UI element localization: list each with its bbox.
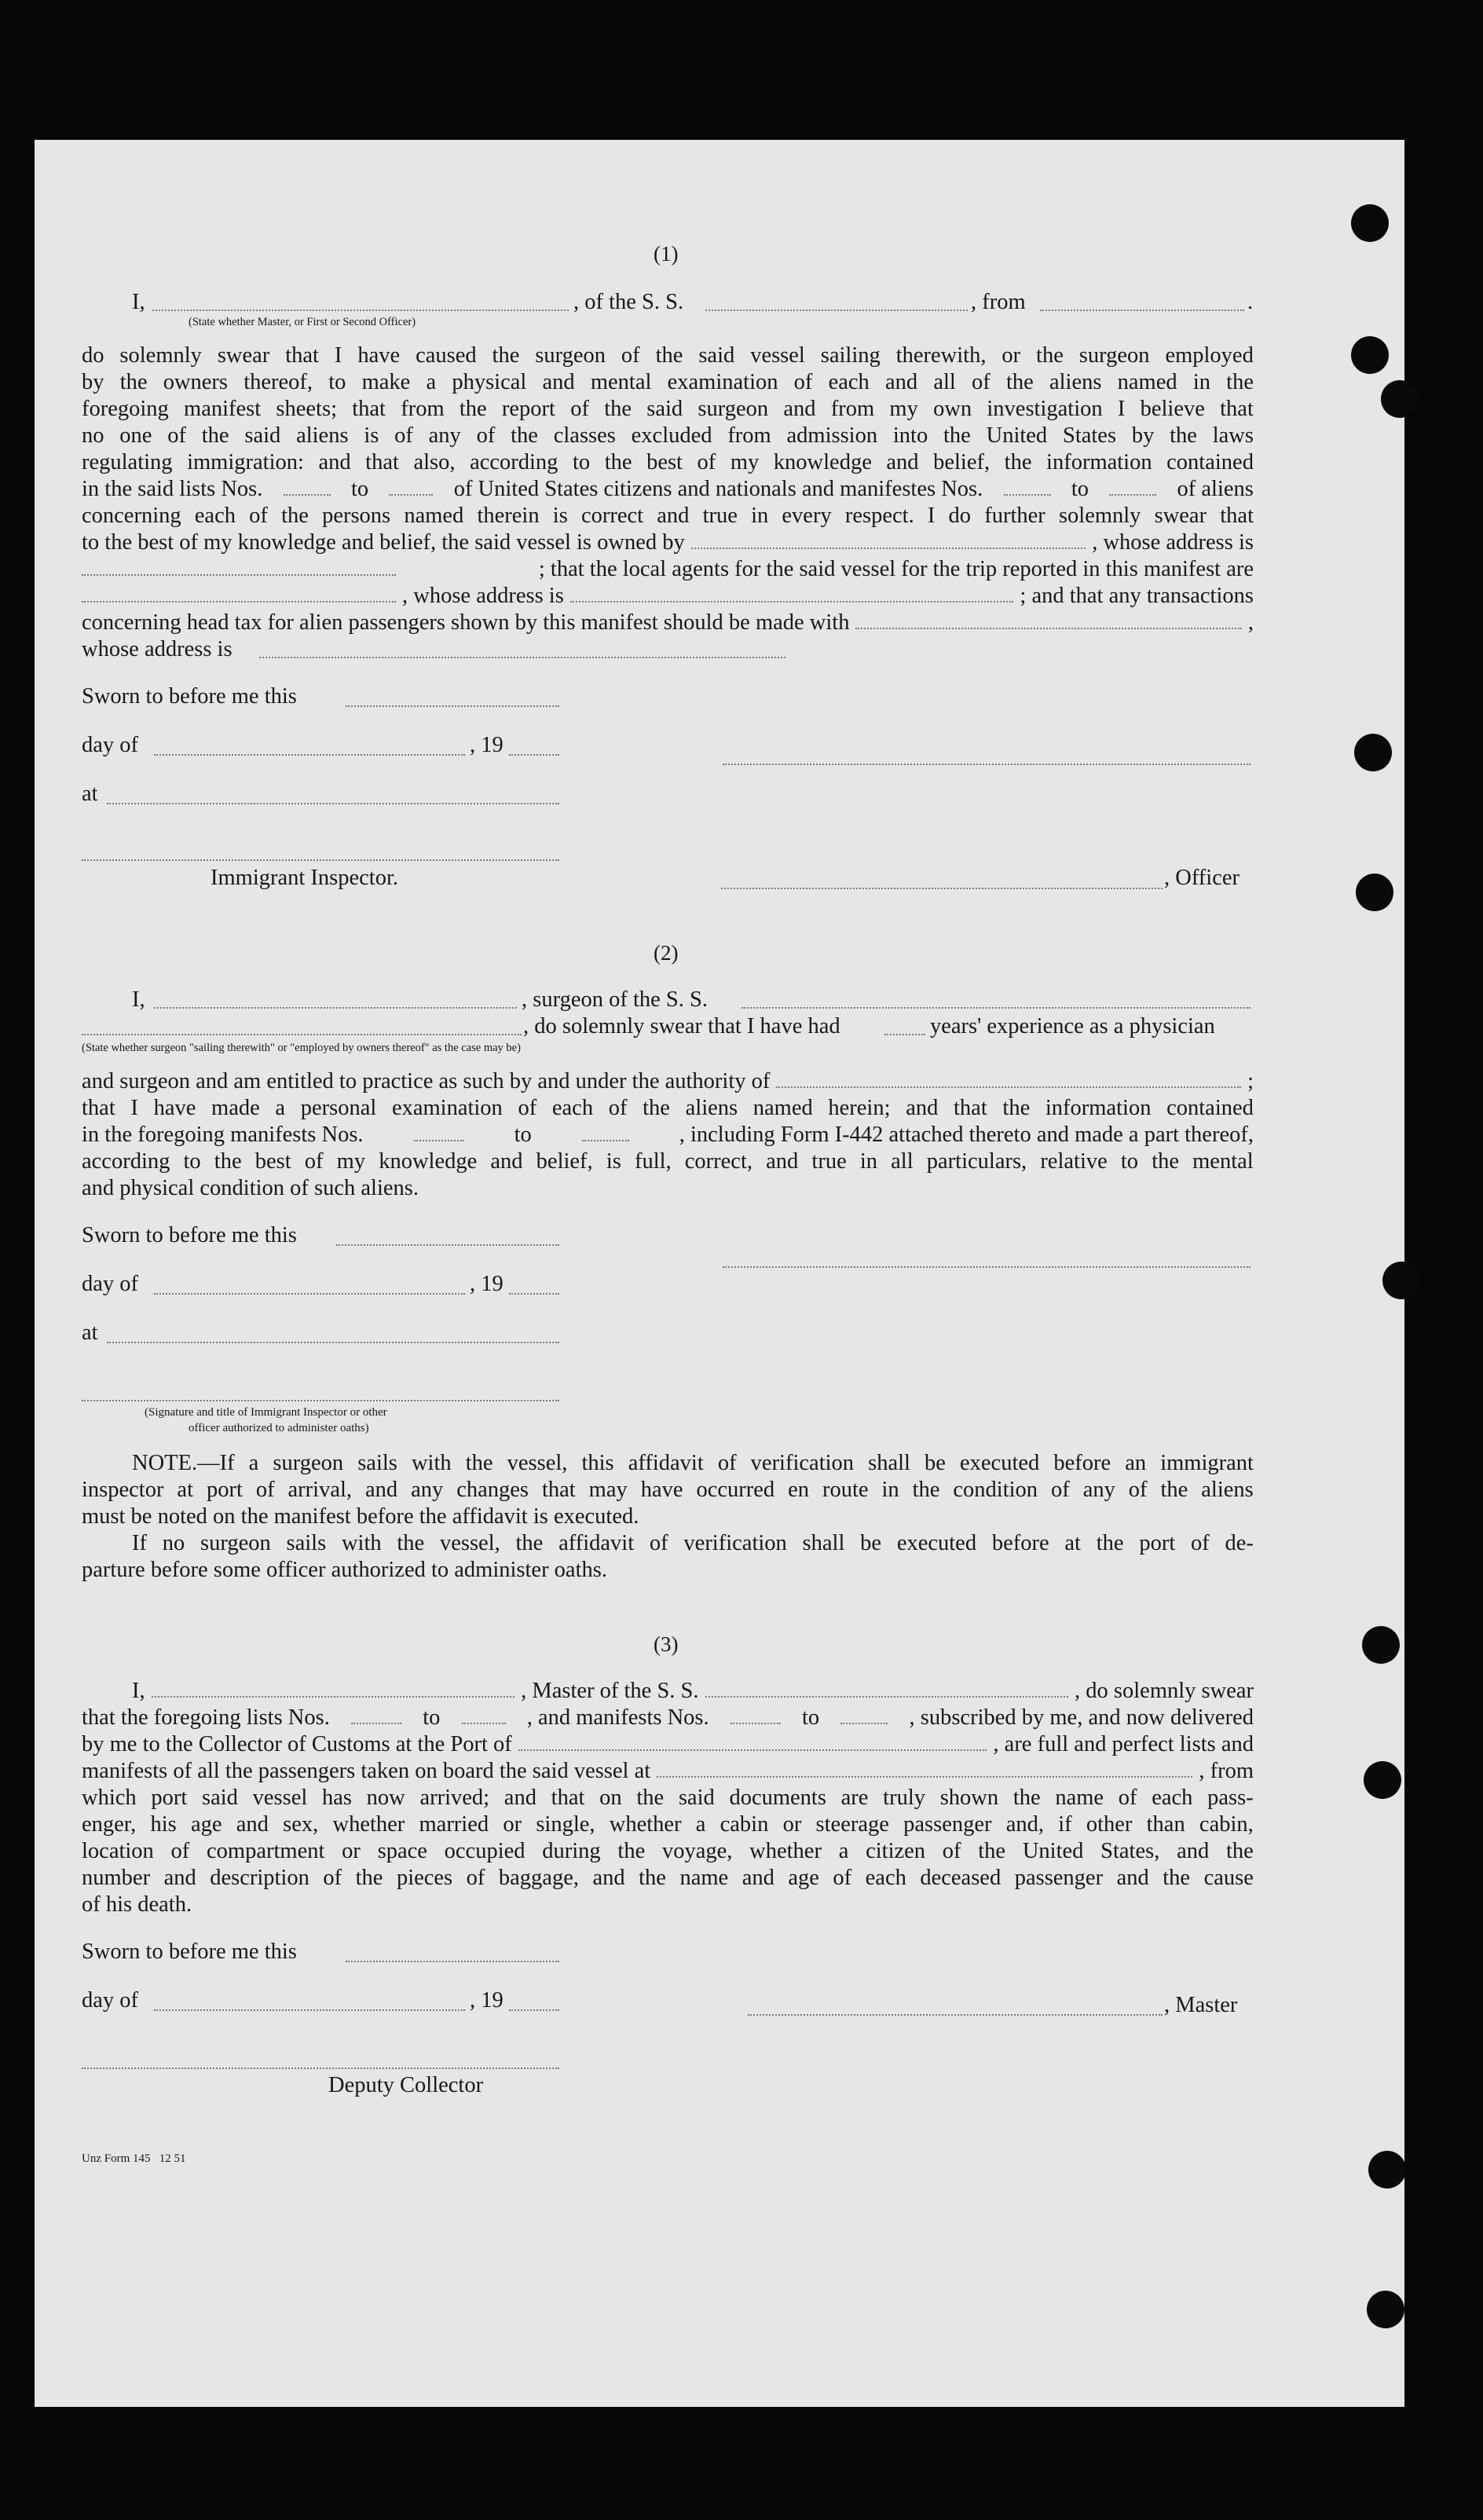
s1-officer-note: (State whether Master, or First or Second Officer): [189, 316, 416, 328]
s1-of-ss: , of the S. S.: [573, 290, 684, 314]
s1-officer-field[interactable]: [152, 310, 569, 311]
s2-sig-note-2: officer authorized to administer oaths): [189, 1422, 369, 1434]
s2-years: years' experience as a physician: [930, 1014, 1215, 1038]
s1-line-1: do solemnly swear that I have caused the surgeon of the said vessel sailing therewith, or the surgeon employed: [82, 343, 1254, 368]
s3-line-5: which port said vessel has now arrived; and that on the said documents are truly shown the name of each pass-: [82, 1786, 1254, 1810]
s3-deputy-label: Deputy Collector: [328, 2073, 484, 2097]
s1-from: , from: [971, 290, 1026, 314]
s3-line-6: enger, his age and sex, whether married or single, whether a cabin or steerage passenger and, if other than cabin,: [82, 1812, 1254, 1837]
s1-owner-field[interactable]: [691, 530, 1086, 549]
s1-at: at: [82, 782, 98, 806]
s1-line-5: regulating immigration: and that also, according to the best of my knowledge and belief, the information contained: [82, 450, 1254, 474]
punch-hole: [1368, 2151, 1406, 2189]
s3-line-last: of his death.: [82, 1892, 192, 1917]
punch-hole: [1351, 336, 1389, 374]
s2-swear: , do solemnly swear that I have had: [523, 1014, 840, 1038]
s2-line-4: that I have made a personal examination of each of the aliens named herein; and that the information contained: [82, 1096, 1254, 1120]
note-line-5: parture before some officer authorized to administer oaths.: [82, 1558, 607, 1582]
s1-agents-address-field[interactable]: [570, 584, 1014, 603]
s3-year: , 19: [470, 1988, 503, 2013]
s1-line-headtax: concerning head tax for alien passengers shown by this manifest should be made with ,: [82, 610, 1254, 635]
punch-hole: [1382, 1262, 1420, 1299]
s1-day-of: day of: [82, 733, 139, 757]
s1-line-2: by the owners thereof, to make a physical and mental examination of each and all of the aliens named in the: [82, 370, 1254, 394]
punch-hole: [1364, 1761, 1401, 1799]
s2-surgeon-type-field[interactable]: [82, 1034, 522, 1035]
s3-month-field[interactable]: [154, 2009, 465, 2011]
s3-port-field[interactable]: [518, 1732, 987, 1751]
s1-sworn-day-field[interactable]: [346, 705, 559, 707]
s1-manifest-from-field[interactable]: [1004, 477, 1051, 496]
s1-i: I,: [132, 290, 145, 314]
s3-deputy-signature-field[interactable]: [82, 2068, 559, 2069]
s3-day-of: day of: [82, 1988, 139, 2013]
s2-line-5: in the foregoing manifests Nos. to , including Form I-442 attached thereto and made a part thereof,: [82, 1123, 1254, 1147]
s2-manifest-to-field[interactable]: [582, 1123, 629, 1141]
s2-inspector-signature-field[interactable]: [82, 1400, 559, 1401]
punch-hole: [1351, 204, 1389, 242]
s1-month-field[interactable]: [154, 754, 465, 756]
s3-line-4: manifests of all the passengers taken on board the said vessel at , from: [82, 1759, 1254, 1783]
section-3-number: (3): [654, 1632, 679, 1656]
s1-list-from-field[interactable]: [284, 477, 331, 496]
s2-surgeon-note: (State whether surgeon "sailing therewith" or "employed by owners thereof" as the case may be): [82, 1042, 521, 1054]
s3-year-field[interactable]: [509, 2009, 559, 2011]
s2-authority-field[interactable]: [776, 1069, 1241, 1088]
s3-manifest-from-field[interactable]: [731, 1705, 781, 1724]
s1-line-nos: in the said lists Nos. to of United States citizens and nationals and manifestes Nos. to of aliens: [82, 477, 1254, 501]
s3-line-2: that the foregoing lists Nos. to , and manifests Nos. to , subscribed by me, and now delivered: [82, 1705, 1254, 1730]
s1-owner-address-field[interactable]: [82, 557, 396, 576]
s1-officer-label: , Officer: [1164, 866, 1240, 890]
s1-line-concerning: concerning each of the persons named therein is correct and true in every respect. I do further solemnly swear that: [82, 504, 1254, 528]
s1-manifest-to-field[interactable]: [1109, 477, 1156, 496]
s1-end-dot: .: [1247, 290, 1254, 314]
s3-vessel-field[interactable]: [705, 1679, 1069, 1698]
s1-agents-field[interactable]: [82, 584, 396, 603]
s2-day-of: day of: [82, 1272, 139, 1296]
s3-manifest-to-field[interactable]: [840, 1705, 888, 1724]
s3-master-name-field[interactable]: [152, 1679, 515, 1698]
s1-line-last: whose address is: [82, 637, 233, 661]
s1-year: , 19: [470, 733, 503, 757]
note-line-4: If no surgeon sails with the vessel, the affidavit of verification shall be executed before at the port of de-: [132, 1531, 1254, 1555]
s2-at: at: [82, 1320, 98, 1345]
punch-hole: [1356, 874, 1393, 911]
form-id: Unz Form 145 12 51: [82, 2152, 186, 2165]
s2-sig-note-1: (Signature and title of Immigrant Inspector or other: [145, 1406, 387, 1419]
punch-hole: [1381, 380, 1419, 418]
s2-manifest-from-field[interactable]: [414, 1123, 464, 1141]
s1-inspector-label: Immigrant Inspector.: [211, 866, 399, 890]
s1-sworn: Sworn to before me this: [82, 684, 297, 709]
s1-at-field[interactable]: [107, 803, 559, 804]
s1-line-whose: , whose address is ; and that any transactions: [82, 583, 1254, 610]
s3-sworn: Sworn to before me this: [82, 1939, 297, 1964]
s2-surgeon-of-ss: , surgeon of the S. S.: [522, 987, 708, 1012]
punch-hole: [1367, 2291, 1404, 2328]
s2-year-field[interactable]: [509, 1293, 559, 1295]
s1-list-to-field[interactable]: [389, 477, 433, 496]
s1-line-agents: ; that the local agents for the said vessel for the trip reported in this manifest are: [82, 556, 1254, 583]
s1-line-owned: to the best of my knowledge and belief, the said vessel is owned by , whose address is: [82, 530, 1254, 555]
s3-line-3: by me to the Collector of Customs at the Port of , are full and perfect lists and: [82, 1732, 1254, 1756]
s2-vessel-field[interactable]: [742, 1007, 1250, 1009]
punch-hole: [1362, 1626, 1400, 1664]
s1-officer-name-field[interactable]: [721, 888, 1163, 889]
note-line-2: inspector at port of arrival, and any changes that may have occurred en route in the condition of any of the aliens: [82, 1478, 1254, 1502]
s2-year: , 19: [470, 1272, 503, 1296]
s2-surgeon-name-field[interactable]: [154, 1007, 517, 1009]
s1-vessel-field[interactable]: [705, 310, 968, 311]
s2-line-6: according to the best of my knowledge and belief, is full, correct, and true in all particulars, relative to the mental: [82, 1149, 1254, 1174]
s2-line-7: and physical condition of such aliens.: [82, 1176, 419, 1200]
s3-line-1: I, , Master of the S. S. , do solemnly swear: [132, 1679, 1254, 1703]
s2-years-field[interactable]: [884, 1034, 925, 1035]
s2-month-field[interactable]: [154, 1293, 465, 1295]
s2-at-field[interactable]: [107, 1342, 559, 1343]
s1-line-3: foregoing manifest sheets; that from the report of the said surgeon and from my own investigation I believe that: [82, 397, 1254, 421]
s3-line-8: number and description of the pieces of baggage, and the name and age of each deceased passenger and the cause: [82, 1866, 1254, 1890]
s3-line-7: location of compartment or space occupied during the voyage, whether a citizen of the United States, and the: [82, 1839, 1254, 1863]
s2-sworn: Sworn to before me this: [82, 1223, 297, 1247]
s3-list-to-field[interactable]: [462, 1705, 506, 1724]
s3-boarded-at-field[interactable]: [657, 1759, 1192, 1778]
s1-inspector-signature-field[interactable]: [82, 859, 559, 861]
s2-sworn-day-field[interactable]: [336, 1244, 559, 1246]
punch-hole: [1354, 734, 1392, 771]
s3-master-signature-field[interactable]: [748, 2014, 1163, 2016]
s3-list-from-field[interactable]: [351, 1705, 401, 1724]
s1-headtax-field[interactable]: [855, 610, 1241, 629]
s1-line-4: no one of the said aliens is of any of the classes excluded from admission into the United States by the laws: [82, 423, 1254, 448]
note-line-3: must be noted on the manifest before the affidavit is executed.: [82, 1504, 639, 1529]
s1-year-field[interactable]: [509, 754, 559, 756]
note-line-1: NOTE.—If a surgeon sails with the vessel, this affidavit of verification shall be executed before an immigrant: [132, 1451, 1254, 1475]
s1-officer-signature-field[interactable]: [723, 764, 1250, 765]
s3-master-label: , Master: [1164, 1993, 1238, 2017]
s2-surgeon-signature-field[interactable]: [723, 1266, 1250, 1268]
s1-headtax-address-field[interactable]: [259, 657, 785, 658]
s2-i: I,: [132, 987, 145, 1012]
s3-sworn-day-field[interactable]: [346, 1961, 559, 1962]
s2-line-3: and surgeon and am entitled to practice as such by and under the authority of ;: [82, 1069, 1254, 1093]
section-2-number: (2): [654, 941, 679, 965]
section-1-number: (1): [654, 242, 679, 266]
s1-from-field[interactable]: [1040, 310, 1244, 311]
